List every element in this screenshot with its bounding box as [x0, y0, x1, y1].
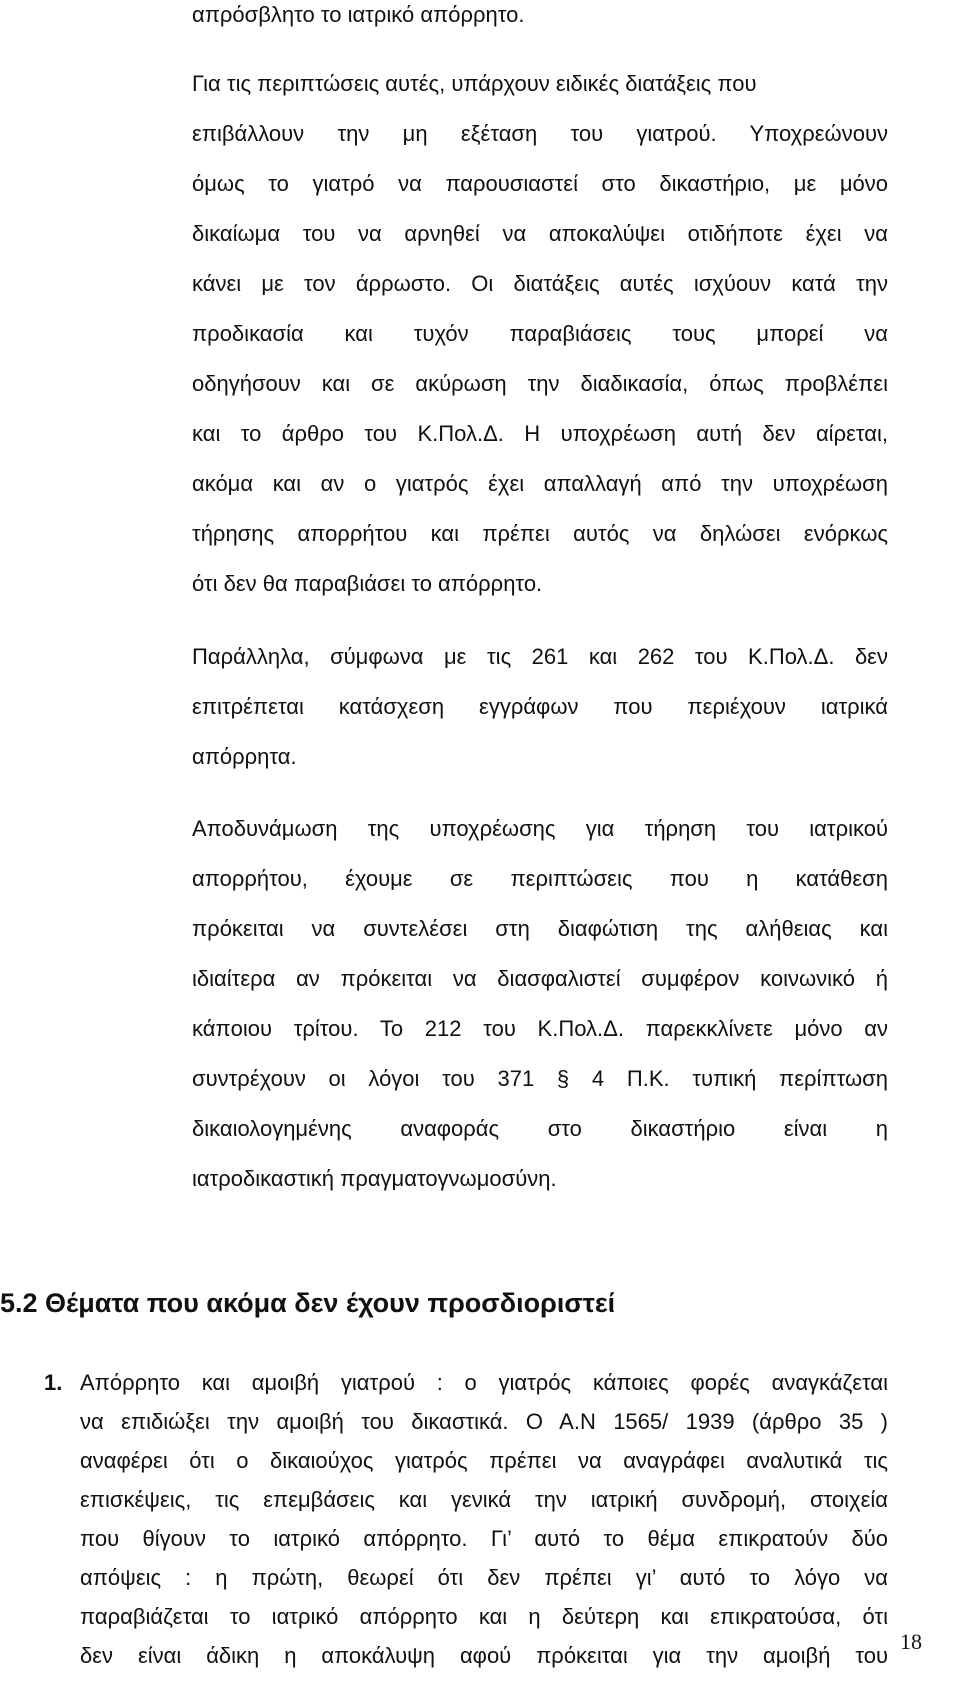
item-line: απόψεις : η πρώτη, θεωρεί ότι δεν πρέπει γι’ αυτό το λόγο να: [80, 1565, 888, 1590]
paragraph-line: όμως το γιατρό να παρουσιαστεί στο δικαστήριο, με μόνο: [192, 171, 888, 196]
item-first-line: Απόρρητο και αμοιβή γιατρού : ο γιατρός κάποιες φορές αναγκάζεται: [80, 1370, 888, 1395]
paragraph-line: απρόσβλητο το ιατρικό απόρρητο.: [192, 2, 525, 27]
item-line: παραβιάζεται το ιατρικό απόρρητο και η δεύτερη και επικρατούσα, ότι: [80, 1604, 888, 1629]
item-number: 1.: [44, 1370, 63, 1395]
paragraph-line: Παράλληλα, σύμφωνα με τις 261 και 262 του Κ.Πολ.Δ. δεν: [192, 644, 888, 669]
paragraph-line: και το άρθρο του Κ.Πολ.Δ. Η υποχρέωση αυτή δεν αίρεται,: [192, 421, 888, 446]
item-line: δεν είναι άδικη η αποκάλυψη αφού πρόκειται για την αμοιβή του: [80, 1643, 888, 1668]
paragraph-line: κάνει με τον άρρωστο. Οι διατάξεις αυτές ισχύουν κατά την: [192, 271, 888, 296]
paragraph-line: επιτρέπεται κατάσχεση εγγράφων που περιέχουν ιατρικά: [192, 694, 888, 719]
paragraph-line: δικαιολογημένης αναφοράς στο δικαστήριο είναι η: [192, 1116, 888, 1141]
paragraph-line: απορρήτου, έχουμε σε περιπτώσεις που η κατάθεση: [192, 866, 888, 891]
paragraph-line: συντρέχουν οι λόγοι του 371 § 4 Π.Κ. τυπική περίπτωση: [192, 1066, 888, 1091]
item-line: αναφέρει ότι ο δικαιούχος γιατρός πρέπει να αναγράφει αναλυτικά τις: [80, 1448, 888, 1473]
paragraph-line: ιδιαίτερα αν πρόκειται να διασφαλιστεί συμφέρον κοινωνικό ή: [192, 966, 888, 991]
page-number: 18: [900, 1629, 922, 1654]
paragraph-line: απόρρητα.: [192, 744, 297, 769]
paragraph-line: οδηγήσουν και σε ακύρωση την διαδικασία, όπως προβλέπει: [192, 371, 888, 396]
paragraph-line: ιατροδικαστική πραγματογνωμοσύνη.: [192, 1166, 557, 1191]
paragraph-line: ότι δεν θα παραβιάσει το απόρρητο.: [192, 571, 543, 596]
paragraph-line: ακόμα και αν ο γιατρός έχει απαλλαγή από την υποχρέωση: [192, 471, 888, 496]
paragraph-line: πρόκειται να συντελέσει στη διαφώτιση της αλήθειας και: [192, 916, 888, 941]
item-line: που θίγουν το ιατρικό απόρρητο. Γι’ αυτό το θέμα επικρατούν δύο: [80, 1526, 888, 1551]
section-heading: 5.2 Θέματα που ακόμα δεν έχουν προσδιοριστεί: [0, 1288, 616, 1318]
item-line: επισκέψεις, τις επεμβάσεις και γενικά την ιατρική συνδρομή, στοιχεία: [80, 1487, 888, 1512]
item-line: να επιδιώξει την αμοιβή του δικαστικά. Ο Α.Ν 1565/ 1939 (άρθρο 35 ): [80, 1409, 888, 1434]
paragraph-line: επιβάλλουν την μη εξέταση του γιατρού. Υποχρεώνουν: [192, 121, 888, 146]
paragraph-line: δικαίωμα του να αρνηθεί να αποκαλύψει οτιδήποτε έχει να: [192, 221, 888, 246]
paragraph-line: Για τις περιπτώσεις αυτές, υπάρχουν ειδικές διατάξεις που: [192, 71, 757, 96]
paragraph-line: προδικασία και τυχόν παραβιάσεις τους μπορεί να: [192, 321, 888, 346]
paragraph-line: τήρησης απορρήτου και πρέπει αυτός να δηλώσει ενόρκως: [192, 521, 888, 546]
paragraph-line: κάπoιου τρίτου. Το 212 του Κ.Πολ.Δ. παρεκκλίνετε μόνο αν: [192, 1016, 888, 1041]
paragraph-line: Αποδυνάμωση της υποχρέωσης για τήρηση του ιατρικού: [192, 816, 888, 841]
